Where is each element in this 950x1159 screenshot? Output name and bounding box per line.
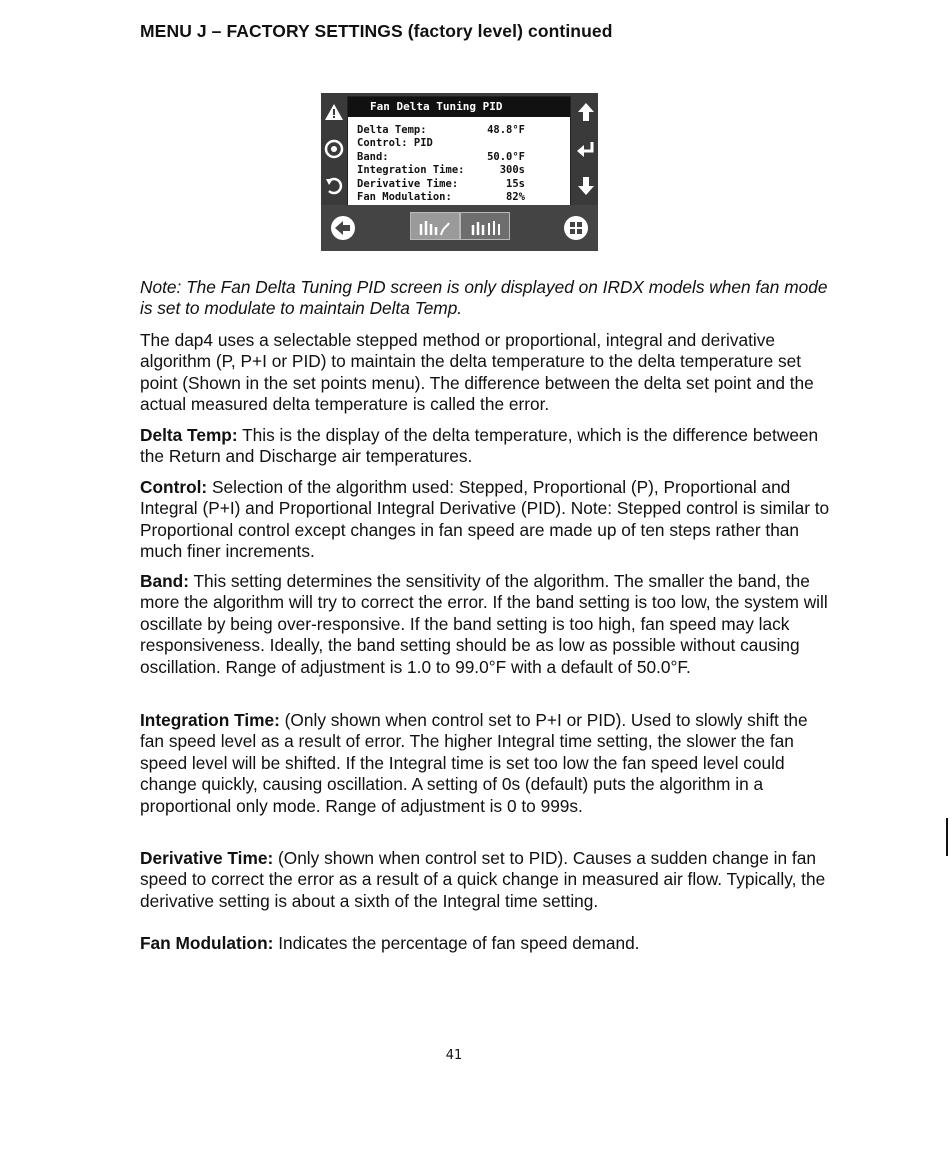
hand-auto-icon[interactable] — [461, 213, 509, 239]
row-value: 48.8°F — [487, 124, 525, 136]
row-value: 15s — [506, 177, 525, 190]
section-text: This setting determines the sensitivity of the algorithm. The smaller the band, the more the algorithm will try to correct the error. If the band setting is too low, the system will oscillate by being over-responsive. If the band setting is too high, fan speed may lack responsiveness. Ideally, the band setting should be as low as possible without causing oscillation. Range of adjustment is 1.0 to 99.0°F with a default of 50.0°F. — [140, 571, 828, 677]
menu-grid-icon[interactable] — [562, 214, 590, 247]
screen-bottom-bar — [321, 205, 598, 251]
margin-change-bar — [946, 818, 948, 856]
section-term: Control: — [140, 477, 208, 497]
section-text: Selection of the algorithm used: Stepped, Proportional (P), Proportional and Integral (P+I) and Proportional Integral Derivative (PID). Note: Stepped control is similar to Proportional control except changes in fan speed are made up of ten steps rather than much finer increments. — [140, 477, 830, 562]
screen-rows — [348, 117, 570, 204]
screen-row — [357, 191, 570, 204]
screen-row — [357, 178, 570, 191]
section-text: (Only shown when control set to PID). Causes a sudden change in fan speed to correct the error as a result of a quick change in measured air flow. Typically, the derivative setting is about a sixth of the Integral time setting. — [140, 848, 826, 911]
note-paragraph: Note: The Fan Delta Tuning PID screen is only displayed on IRDX models when fan mode is set to modulate to maintain Delta Temp. — [140, 277, 828, 319]
row-value: 82% — [506, 191, 525, 204]
up-arrow-icon[interactable] — [576, 102, 596, 122]
intro-paragraph: The dap4 uses a selectable stepped method or proportional, integral and derivative algorithm (P, P+I or PID) to maintain the delta temperature to the delta temperature set point (Shown in the set points menu). The difference between the delta set point and the actual measured delta temperature is called the error. — [140, 330, 814, 415]
lcd-display — [347, 96, 571, 207]
alarm-icon[interactable] — [324, 102, 344, 122]
row-value — [487, 137, 525, 150]
screen-title: Fan Delta Tuning PID — [348, 97, 570, 117]
section-term: Band: — [140, 571, 189, 591]
section-fan-modulation — [140, 933, 830, 954]
section-term: Fan Modulation: — [140, 933, 274, 953]
section-text: (Only shown when control set to P+I or PID). Used to slowly shift the fan speed level as a result of error. The higher Integral time setting, the slower the fan speed level will be shifted. If the Integral time is set too low the fan speed level could change quickly, causing oscillation. A setting of 0s (default) puts the algorithm in a proportional only mode. Range of adjustment is 0 to 999s. — [140, 710, 808, 816]
hand-lock-icon[interactable] — [411, 213, 459, 239]
section-term: Delta Temp: — [140, 425, 238, 445]
right-button-column — [573, 93, 598, 205]
screen-row — [357, 164, 570, 177]
back-arrow-icon[interactable] — [324, 176, 344, 196]
screen-row — [357, 124, 570, 137]
section-term: Derivative Time: — [140, 848, 274, 868]
section-integration-time — [140, 710, 830, 817]
screen-row — [357, 137, 570, 150]
left-button-column — [321, 93, 346, 205]
page-number: 41 — [445, 1048, 463, 1063]
mode-selector[interactable] — [410, 212, 510, 240]
row-value: 50.0°F — [487, 150, 525, 163]
enter-arrow-icon[interactable] — [576, 139, 596, 159]
row-value: 300s — [499, 164, 525, 177]
row-label: Delta Temp: — [357, 124, 427, 136]
section-text: Indicates the percentage of fan speed demand. — [273, 933, 640, 953]
row-label: Fan Modulation: — [357, 191, 452, 204]
page-heading: MENU J – FACTORY SETTINGS (factory level) continued — [140, 21, 613, 41]
controller-screen-image — [321, 93, 598, 251]
row-label: Derivative Time: — [357, 177, 459, 190]
screen-row — [357, 151, 570, 164]
row-label: Band: — [357, 150, 389, 163]
left-arrow-icon[interactable] — [329, 214, 357, 247]
section-band — [140, 571, 830, 678]
down-arrow-icon[interactable] — [576, 176, 596, 196]
section-delta-temp — [140, 425, 830, 468]
row-label: Integration Time: — [357, 164, 465, 177]
section-text: This is the display of the delta temperature, which is the difference between the Return and Discharge air temperatures. — [140, 425, 819, 467]
home-circle-icon[interactable] — [324, 139, 344, 159]
row-label: Control: PID — [357, 137, 433, 150]
section-derivative-time — [140, 848, 830, 912]
section-term: Integration Time: — [140, 710, 280, 730]
section-control — [140, 477, 830, 563]
